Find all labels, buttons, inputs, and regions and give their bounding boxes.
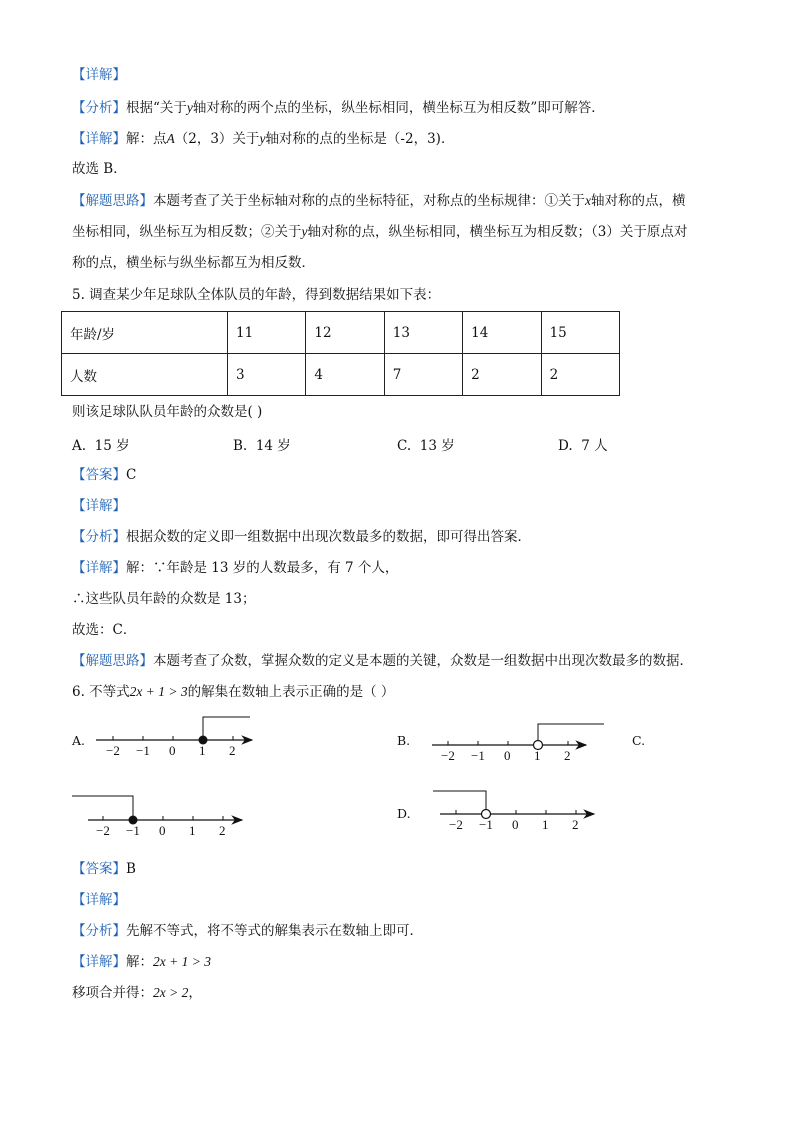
solution-idea-line-3: 称的点，横坐标与纵坐标都互为相反数．	[72, 255, 315, 271]
tick-label: −1	[136, 743, 150, 758]
table-cell: 11	[228, 312, 306, 354]
tick-label: 2	[572, 817, 579, 832]
q6-option-a-label[interactable]: A.	[72, 733, 86, 748]
table-cell: 12	[306, 312, 384, 354]
therefore-line: ∴这些队员年龄的众数是 13；	[72, 591, 256, 607]
tick-label: 1	[542, 817, 549, 832]
table-cell: 2	[463, 354, 541, 396]
tick-label: −1	[126, 823, 140, 838]
choice-line: 故选 B．	[72, 161, 127, 177]
tick-label: 2	[564, 748, 571, 763]
tick-label: 0	[504, 748, 511, 763]
q5-answer: 【答案】C	[72, 467, 137, 483]
table-cell: 2	[541, 354, 619, 396]
table-cell: 15	[541, 312, 619, 354]
analysis-paragraph: 【分析】根据众数的定义即一组数据中出现次数最多的数据，即可得出答案．	[72, 529, 531, 545]
solution-idea-line: 【解题思路】本题考查了众数，掌握众数的定义是本题的关键，众数是一组数据中出现次数最多的数据．	[72, 653, 693, 669]
tick-label: −1	[471, 748, 485, 763]
number-line-c	[72, 796, 242, 838]
table-cell: 14	[463, 312, 541, 354]
analysis-paragraph: 【分析】根据“关于y轴对称的两个点的坐标，纵坐标相同，横坐标互为相反数”即可解答．	[72, 100, 605, 116]
number-line-a	[96, 717, 252, 758]
number-line-b	[432, 724, 604, 763]
tick-label: 0	[169, 743, 176, 758]
tick-label: 0	[512, 817, 519, 832]
section-header: 【详解】	[72, 892, 126, 908]
table-cell: 4	[306, 354, 384, 396]
q6-stem: 6. 不等式2x + 1 > 3的解集在数轴上表示正确的是（ ）	[72, 684, 395, 700]
number-line-d	[433, 791, 594, 832]
q5-stem: 5. 调查某少年足球队全体队员的年龄，得到数据结果如下表：	[72, 287, 441, 303]
tick-label: −2	[449, 817, 463, 832]
analysis-paragraph: 【分析】先解不等式，将不等式的解集表示在数轴上即可．	[72, 923, 423, 939]
tick-label: 2	[219, 823, 226, 838]
option-b[interactable]: B. 14 岁	[233, 438, 291, 454]
section-header: 【详解】	[72, 67, 126, 83]
tick-label: 1	[534, 748, 541, 763]
solution-idea-line-2: 坐标相同，纵坐标互为相反数；②关于y轴对称的点，纵坐标相同，横坐标互为相反数；（3）关于原点对	[72, 224, 688, 240]
detail-paragraph: 【详解】解：点A（2，3）关于y轴对称的点的坐标是（-2，3)．	[72, 131, 455, 147]
q5-question: 则该足球队队员年龄的众数是( )	[72, 404, 263, 420]
option-c[interactable]: C. 13 岁	[397, 438, 455, 454]
q6-answer: 【答案】B	[72, 861, 136, 877]
tick-label: 1	[199, 743, 206, 758]
table-cell: 人数	[62, 354, 228, 396]
tick-label: 2	[229, 743, 236, 758]
tick-label: −1	[479, 817, 493, 832]
table-cell: 3	[228, 354, 306, 396]
tick-label: 1	[189, 823, 196, 838]
q6-option-c-label[interactable]: C.	[632, 733, 646, 748]
solution-idea-line-1: 【解题思路】本题考查了关于坐标轴对称的点的坐标特征，对称点的坐标规律：①关于x轴对称的点，横	[72, 193, 686, 209]
option-a[interactable]: A. 15 岁	[72, 438, 130, 454]
choice-line: 故选：C．	[72, 622, 137, 638]
table-cell: 年龄/岁	[62, 312, 228, 354]
tick-label: 0	[159, 823, 166, 838]
section-header: 【详解】	[72, 498, 126, 514]
option-d[interactable]: D. 7 人	[558, 438, 608, 454]
table-cell: 7	[384, 354, 462, 396]
q6-option-d-label[interactable]: D.	[397, 806, 411, 821]
tick-label: −2	[441, 748, 455, 763]
table-cell: 13	[384, 312, 462, 354]
move-terms-line: 移项合并得：2x > 2，	[72, 985, 202, 1001]
tick-label: −2	[106, 743, 120, 758]
detail-paragraph: 【详解】解：∵年龄是 13 岁的人数最多，有 7 个人，	[72, 560, 399, 576]
detail-paragraph: 【详解】解：2x + 1 > 3	[72, 954, 211, 970]
tick-label: −2	[96, 823, 110, 838]
q6-option-b-label[interactable]: B.	[397, 733, 411, 748]
